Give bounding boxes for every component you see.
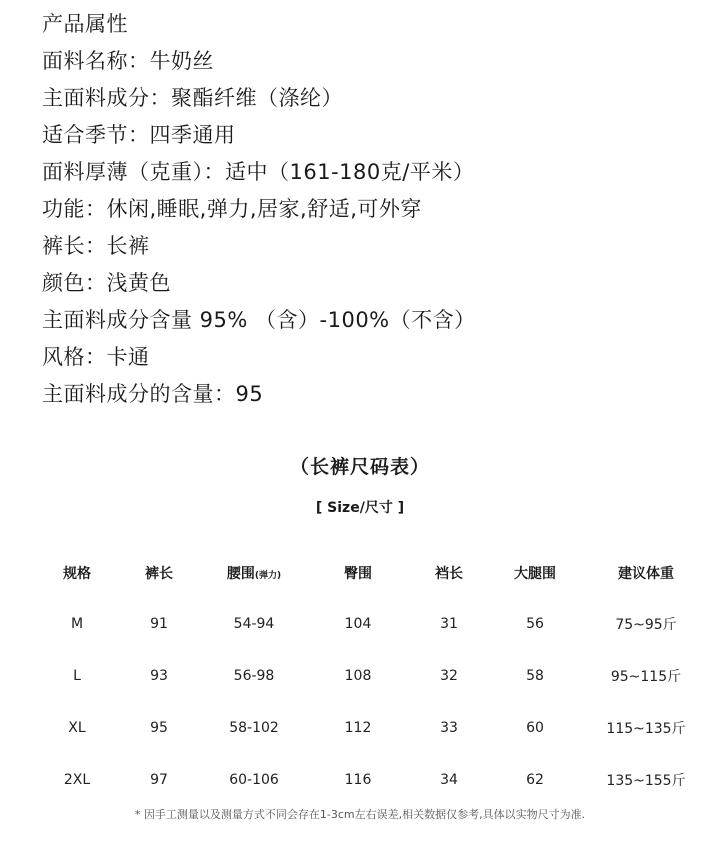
cell-rise: 33 [440,720,458,736]
table-header-row [36,548,712,598]
table-row [36,754,712,806]
size-chart-subtitle: [ Size/尺寸 ] [315,500,405,516]
header-waist-label: 腰围 [226,566,255,582]
table-row [36,598,712,650]
cell-waist: 60-106 [229,772,279,788]
cell-hip: 112 [344,720,372,736]
cell-length: 91 [150,616,168,632]
cell-thigh: 62 [526,772,544,788]
header-length: 裤长 [145,566,173,582]
header-weight: 建议体重 [618,566,674,582]
cell-size: 2XL [63,772,91,788]
attr-thickness: 面料厚薄（克重）：适中（161-180克/平米） [42,160,475,184]
cell-thigh: 58 [526,668,544,684]
table-row [36,702,712,754]
cell-thigh: 60 [526,720,544,736]
cell-waist: 56-98 [233,668,275,684]
cell-rise: 32 [440,668,458,684]
attr-fabric-name: 面料名称：牛奶丝 [42,49,214,73]
cell-hip: 108 [344,668,372,684]
size-table [36,548,712,806]
attr-function: 功能：休闲,睡眠,弹力,居家,舒适,可外穿 [42,197,422,221]
cell-weight: 75~95斤 [615,617,677,633]
cell-length: 97 [150,772,168,788]
measurement-footnote: * 因手工测量以及测量方式不同会存在1-3cm左右误差,相关数据仅参考,具体以实物尺寸为准. [134,808,586,821]
cell-hip: 104 [344,616,372,632]
cell-size: M [70,616,84,632]
size-chart-title: （长裤尺码表） [289,456,430,478]
header-thigh: 大腿围 [514,566,556,582]
cell-thigh: 56 [526,616,544,632]
cell-rise: 34 [440,772,458,788]
cell-size: XL [68,720,86,736]
cell-weight: 115~135斤 [606,721,686,737]
header-waist [200,548,308,598]
attributes-heading: 产品属性 [42,12,128,36]
header-rise: 裆长 [435,566,463,582]
cell-rise: 31 [440,616,458,632]
cell-length: 95 [150,720,168,736]
cell-hip: 116 [344,772,372,788]
attr-fabric-content: 主面料成分含量 95% （含）-100%（不含） [42,308,476,332]
cell-waist: 54-94 [233,616,275,632]
cell-weight: 135~155斤 [606,773,686,789]
attr-fabric-percent: 主面料成分的含量：95 [42,382,264,406]
attr-style: 风格：卡通 [42,345,150,369]
table-row [36,650,712,702]
header-hip: 臀围 [344,566,372,582]
attr-season: 适合季节：四季通用 [42,123,236,147]
cell-waist: 58-102 [229,720,279,736]
attr-color: 颜色：浅黄色 [42,271,171,295]
cell-weight: 95~115斤 [610,669,682,685]
product-attributes [42,6,476,413]
header-size: 规格 [63,566,91,582]
cell-length: 93 [150,668,168,684]
attr-main-fabric: 主面料成分：聚酯纤维（涤纶） [42,86,343,110]
header-waist-note: (弹力) [254,571,282,581]
cell-size: L [73,668,81,684]
attr-pants-length: 裤长：长裤 [42,234,150,258]
